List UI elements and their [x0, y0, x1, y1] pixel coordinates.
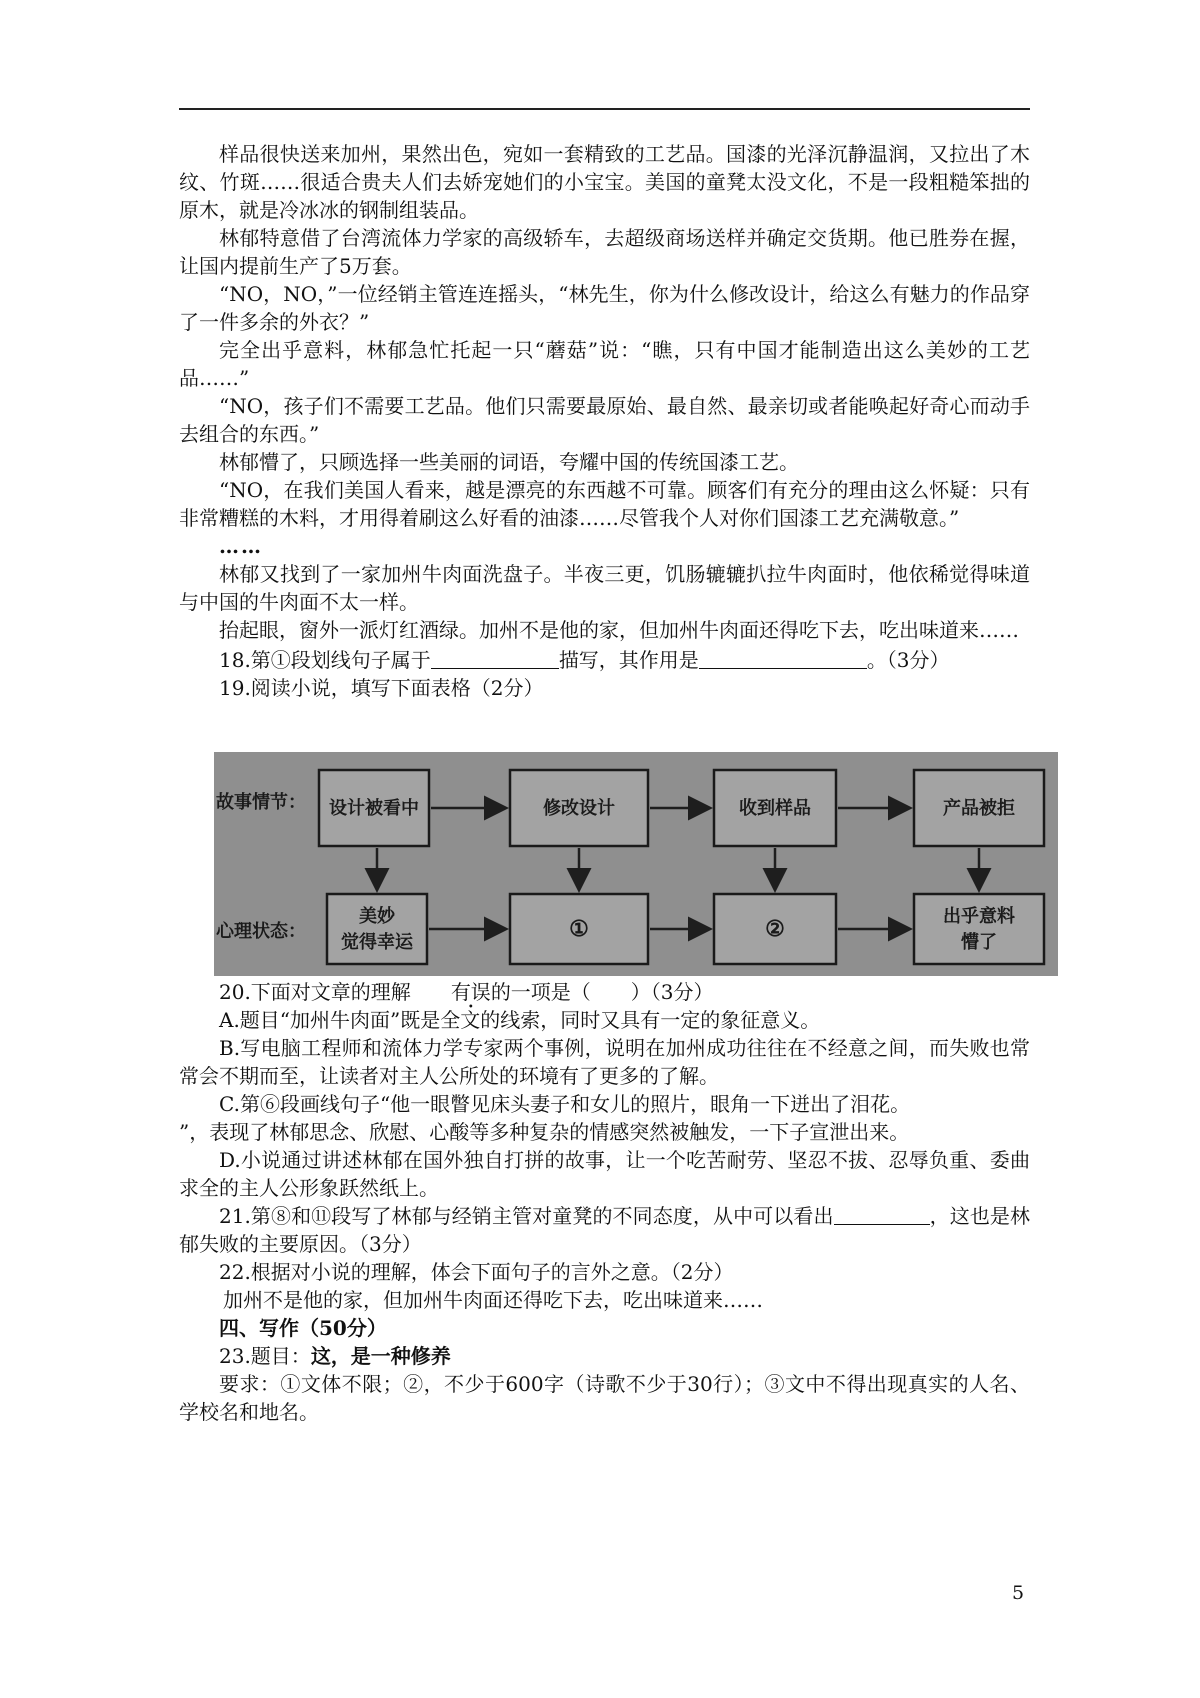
row1-label: 故事情节： [216, 792, 306, 813]
option-b: B.写电脑工程师和流体力学专家两个事例，说明在加州成功往往在不经意之间，而失败也常常会不期而至，让读者对主人公所处的环境有了更多的了解。 [179, 1036, 1030, 1088]
question-23-requirements: 要求：①文体不限；②，不少于600字（诗歌不少于30行）；③文中不得出现真实的人名、学校名和地名。 [179, 1372, 1030, 1424]
answer-blank[interactable] [431, 648, 559, 669]
mood-blank-2: ② [765, 916, 785, 942]
mood-text: 懵了 [961, 932, 997, 953]
answer-blank[interactable] [834, 1204, 930, 1225]
plot-text: 设计被看中 [329, 798, 419, 819]
section-heading: 四、写作（50分） [219, 1316, 387, 1340]
plot-flow-diagram [214, 752, 1058, 976]
row2-label: 心理状态： [216, 921, 306, 942]
mood-text: 美妙 [359, 906, 395, 927]
mood-box [327, 894, 427, 964]
questions [179, 978, 1030, 1426]
paragraph: “NO，在我们美国人看来，越是漂亮的东西越不可靠。顾客们有充分的理由这么怀疑：只有非常糟糕的木料，才用得着刷这么好看的油漆……尽管我个人对你们国漆工艺充满敬意。” [179, 478, 1030, 530]
ellipsis-line: …… [219, 534, 263, 558]
header-rule [179, 108, 1030, 110]
mood-text: 觉得幸运 [341, 932, 413, 953]
option-d: D.小说通过讲述林郁在国外独自打拼的故事，让一个吃苦耐劳、坚忍不拔、忍辱负重、委曲求全的主人公形象跃然纸上。 [179, 1148, 1030, 1200]
paragraph: 林郁懵了，只顾选择一些美丽的词语，夸耀中国的传统国漆工艺。 [219, 450, 799, 474]
paragraph: “NO，孩子们不需要工艺品。他们只需要最原始、最自然、最亲切或者能唤起好奇心而动手去组合的东西。” [179, 394, 1030, 446]
mood-text: 出乎意料 [943, 906, 1015, 927]
question-22-quote: 加州不是他的家，但加州牛肉面还得吃下去，吃出味道来…… [223, 1288, 763, 1312]
reading-passage [179, 140, 1030, 702]
question-18: 18.第①段划线句子属于 描写，其作用是 。（3分） [219, 648, 950, 672]
paragraph: 完全出乎意料，林郁急忙托起一只“蘑菇”说：“瞧，只有中国才能制造出这么美妙的工艺品……” [179, 338, 1030, 390]
mood-box [914, 894, 1044, 964]
paragraph: 林郁又找到了一家加州牛肉面洗盘子。半夜三更，饥肠辘辘扒拉牛肉面时，他依稀觉得味道与中国的牛肉面不太一样。 [179, 562, 1030, 614]
mood-blank-1: ① [569, 916, 589, 942]
paragraph: 样品很快送来加州，果然出色，宛如一套精致的工艺品。国漆的光泽沉静温润，又拉出了木纹、竹斑……很适合贵夫人们去娇宠她们的小宝宝。美国的童凳太没文化，不是一段粗糙笨拙的原木，就是冷冰冰的钢制组装品。 [179, 142, 1030, 222]
question-22: 22.根据对小说的理解，体会下面句子的言外之意。（2分） [219, 1260, 734, 1284]
option-a: A.题目“加州牛肉面”既是全文的线索，同时又具有一定的象征意义。 [219, 1008, 821, 1032]
plot-text: 收到样品 [739, 798, 811, 819]
page-number: 5 [1012, 1582, 1025, 1604]
paragraph: “NO，NO，”一位经销主管连连摇头，“林先生，你为什么修改设计，给这么有魅力的作品穿了一件多余的外衣？” [179, 282, 1030, 334]
paragraph: 抬起眼，窗外一派灯红酒绿。加州不是他的家，但加州牛肉面还得吃下去，吃出味道来…… [219, 618, 1019, 642]
plot-text: 修改设计 [543, 798, 615, 819]
option-c: C.第⑥段画线句子“他一眼瞥见床头妻子和女儿的照片，眼角一下迸出了泪花。 [219, 1092, 911, 1116]
plot-text: 产品被拒 [943, 798, 1015, 819]
question-20-stem: 20.下面对文章的理解 有误的一项是（ ）（3分） [219, 980, 714, 1004]
question-21: 21.第⑧和⑪段写了林郁与经销主管对童凳的不同态度，从中可以看出 ，这也是林郁失败的主要原因。（3分） [179, 1204, 1031, 1256]
question-19: 19.阅读小说，填写下面表格（2分） [219, 676, 544, 700]
paragraph: 林郁特意借了台湾流体力学家的高级轿车，去超级商场送样并确定交货期。他已胜券在握，让国内提前生产了5万套。 [179, 226, 1030, 278]
question-23: 23.题目：这，是一种修养 [219, 1344, 451, 1368]
option-c-cont: ”，表现了林郁思念、欣慰、心酸等多种复杂的情感突然被触发，一下子宣泄出来。 [179, 1120, 910, 1144]
answer-blank[interactable] [699, 648, 867, 669]
